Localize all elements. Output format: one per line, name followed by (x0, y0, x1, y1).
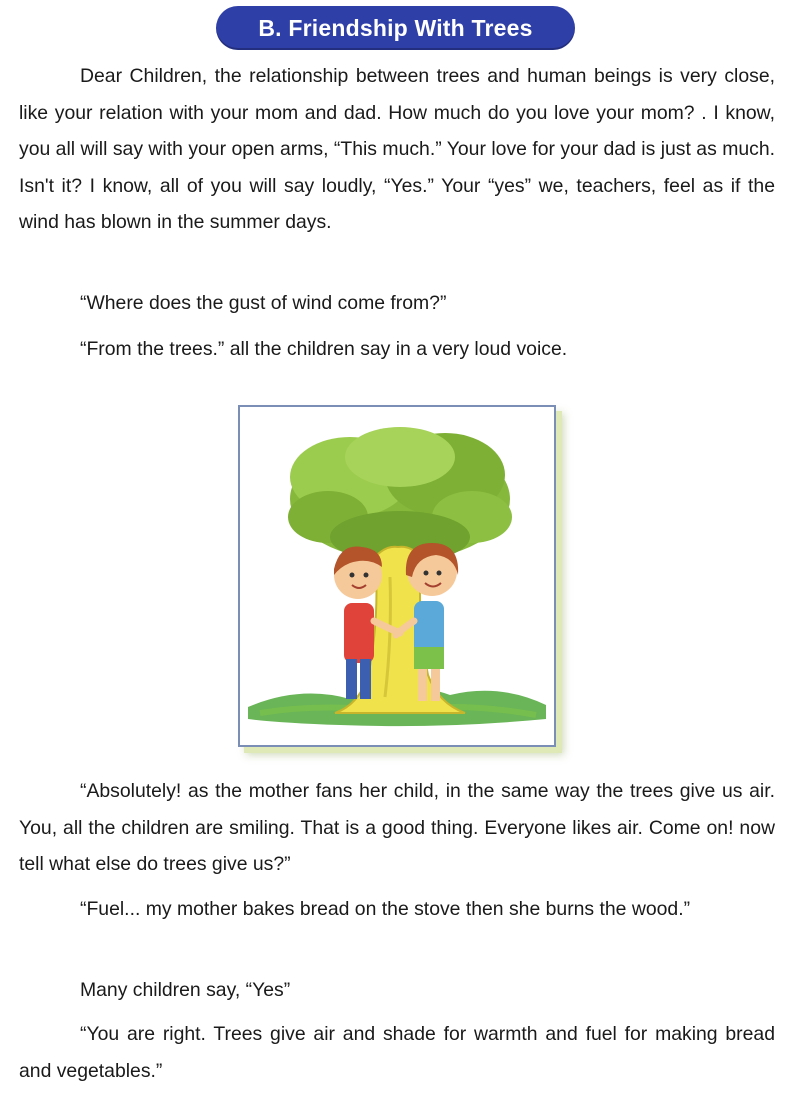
paragraph-absolutely: “Absolutely! as the mother fans her child, in the same way the trees give us air. You, all the children are smiling. That is a good thing. Everyone likes air. Come on! now tell what else do trees give us?” (19, 780, 775, 876)
paragraph-fuel: “Fuel... my mother bakes bread on the stove then she burns the wood.” (80, 898, 691, 920)
paragraph-question-wind: “Where does the gust of wind come from?” (80, 292, 447, 314)
section-title-banner (216, 6, 575, 50)
tree-foliage (288, 427, 512, 563)
paragraph-answer-trees: “From the trees.” all the children say in a very loud voice. (80, 338, 568, 360)
paragraph-many-children: Many children say, “Yes” (80, 979, 291, 1001)
tree-illustration (238, 405, 556, 747)
paragraph-intro: Dear Children, the relationship between trees and human beings is very close, like your relation with your mom and dad. How much do you love your mom? . I know, you all will say with your open arms, “This much.” Your love for your dad is just as much. Isn't it? I know, all of you will say loudly, “Yes.” Your “yes” we, teachers, feel as if the wind has blown in the summer days. (19, 65, 775, 234)
children-hugging-tree-image (240, 407, 554, 745)
paragraph-you-are-right: “You are right. Trees give air and shade for warmth and fuel for making bread and vegetables.” (19, 1023, 775, 1082)
section-title: B. Friendship With Trees (258, 14, 533, 41)
